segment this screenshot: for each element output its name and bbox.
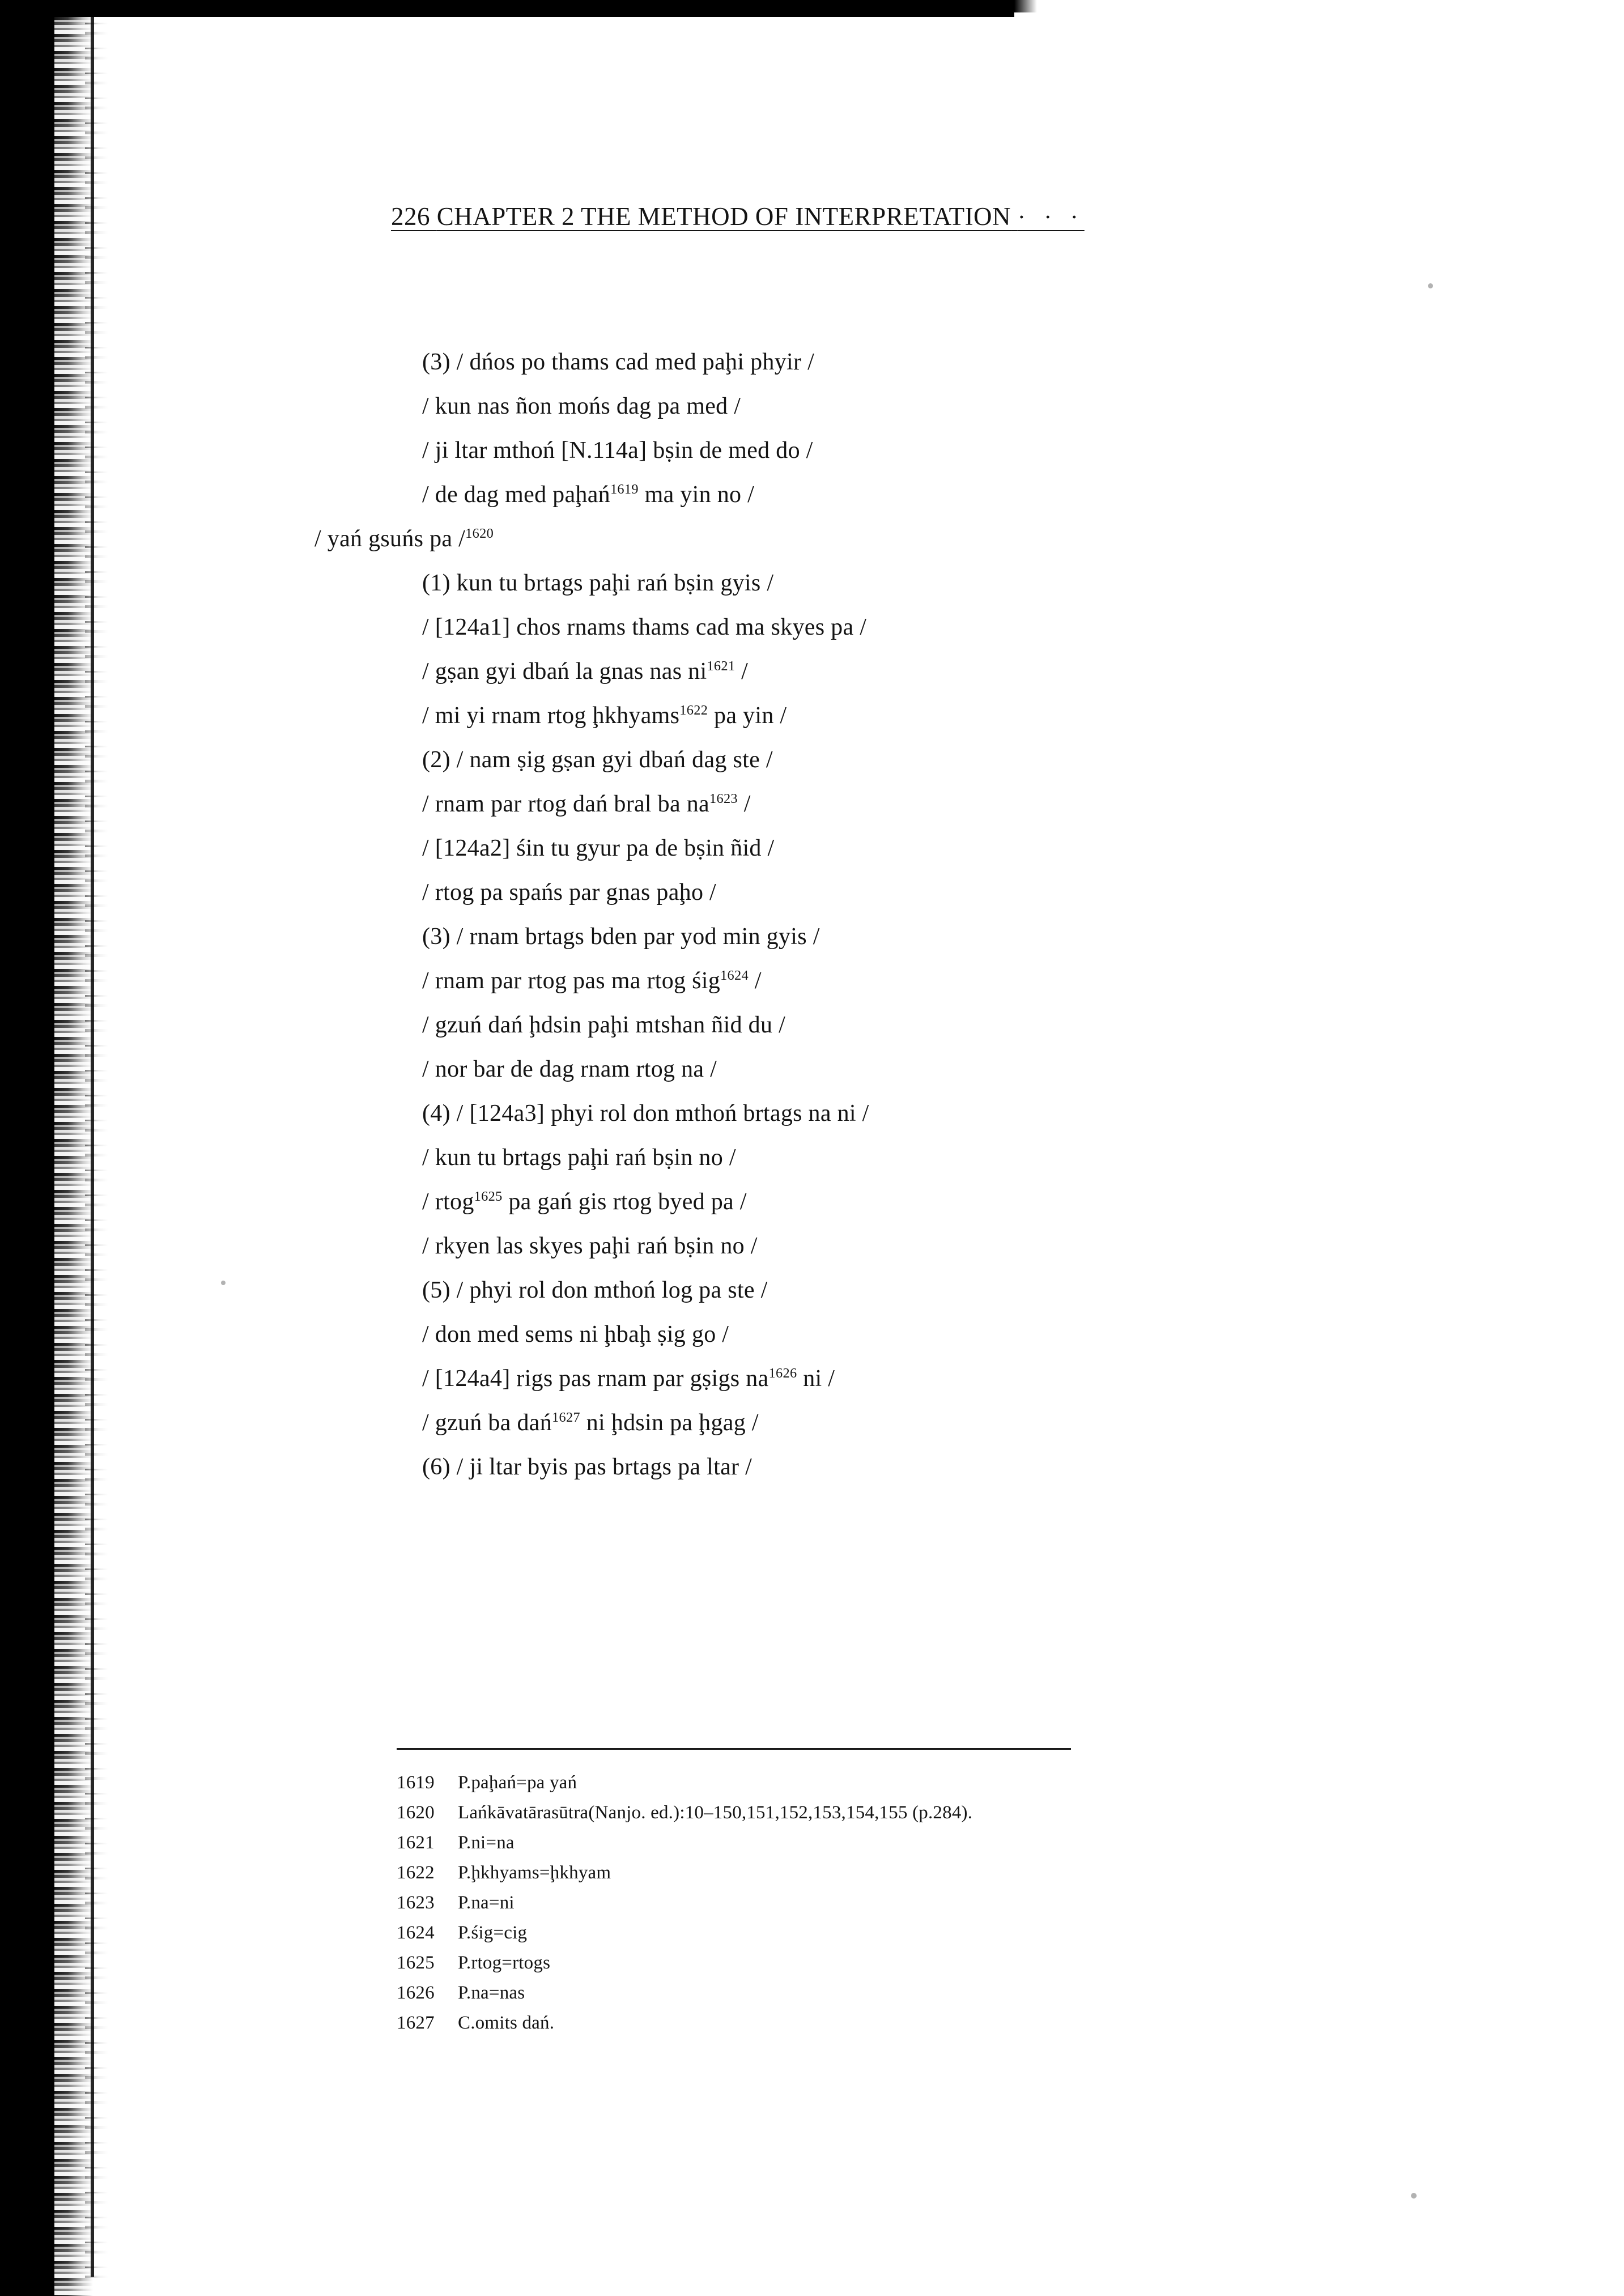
footnote-item — [397, 1888, 1473, 1918]
footnote-text: P.rtog=rtogs — [458, 1953, 551, 1973]
verse-line — [422, 959, 1499, 1003]
footnote-number: 1625 — [397, 1953, 435, 1973]
verse-line — [422, 1047, 1499, 1091]
verse-line-text: (3) / dńos po thams cad med paḩi phyir / — [422, 349, 815, 375]
verse-line-text-tail: ni ḩdsin pa ḩgag / — [580, 1410, 759, 1436]
footnote-separator-rule — [397, 1748, 1071, 1750]
verse-line-text: / rnam par rtog dań bral ba na — [422, 791, 709, 817]
verse-line-text: / [124a1] chos rnams thams cad ma skyes pa / — [422, 614, 867, 640]
verse-line — [422, 473, 1499, 517]
footnote-number: 1623 — [397, 1893, 435, 1913]
verse-line — [422, 1357, 1499, 1401]
footnote-number: 1619 — [397, 1772, 435, 1793]
verse-line-text: / kun tu brtags paḩi rań bṣin no / — [422, 1145, 736, 1171]
verse-line-text: / gzuń ba dań — [422, 1410, 552, 1436]
page-number: 226 — [391, 202, 430, 231]
footnote-text: C.omits dań. — [458, 2013, 555, 2033]
footnote-reference: 1623 — [709, 791, 738, 806]
footnote-text: P.na=ni — [458, 1893, 515, 1913]
verse-line — [422, 1091, 1499, 1136]
verse-line-text: (6) / ji ltar byis pas brtags pa ltar / — [422, 1454, 753, 1480]
verse-line-text: / yań gsuńs pa / — [314, 526, 466, 552]
footnote-text: P.ḩkhyams=ḩkhyam — [458, 1863, 611, 1883]
footnote-item — [397, 1858, 1473, 1888]
scan-speck — [1411, 2193, 1417, 2199]
footnote-text: P.śig=cig — [458, 1923, 528, 1943]
footnote-text: P.na=nas — [458, 1983, 525, 2003]
footnote-text: P.paḩań=pa yań — [458, 1772, 577, 1793]
footnote-number: 1626 — [397, 1983, 435, 2003]
verse-line — [422, 826, 1499, 870]
verse-line-text: / kun nas ñon mońs dag pa med / — [422, 393, 741, 419]
verse-line — [422, 1003, 1499, 1047]
footnote-item — [397, 1918, 1473, 1948]
verse-line-text: (1) kun tu brtags paḩi rań bṣin gyis / — [422, 570, 774, 596]
verse-line-text: (4) / [124a3] phyi rol don mthoń brtags na ni / — [422, 1100, 869, 1126]
scan-speck — [221, 1281, 226, 1285]
running-head — [391, 202, 1085, 231]
footnote-reference: 1624 — [720, 968, 749, 983]
verse-line — [422, 1268, 1499, 1312]
verse-line — [422, 428, 1499, 473]
verse-line-text: / de dag med paḩań — [422, 482, 610, 508]
verse-line-text: / gṣan gyi dbań la gnas nas ni — [422, 658, 707, 684]
footnote-text: Lańkāvatārasūtra(Nanjo. ed.):10–150,151,152,153,154,155 (p.284). — [458, 1802, 973, 1823]
verse-line-text: / rtog pa spańs par gnas paḩo / — [422, 879, 717, 905]
verse-line-text-tail: ma yin no / — [638, 482, 755, 508]
footnote-reference: 1625 — [474, 1189, 503, 1204]
verse-line-text-tail: ni / — [797, 1366, 835, 1392]
verse-line-text: (5) / phyi rol don mthoń log pa ste / — [422, 1277, 768, 1303]
footnote-reference: 1621 — [707, 658, 736, 674]
footnote-reference: 1619 — [610, 482, 639, 497]
footnote-number: 1621 — [397, 1832, 435, 1853]
verse-line — [422, 870, 1499, 915]
verse-line-text-tail: pa yin / — [708, 703, 787, 729]
verse-line — [422, 1312, 1499, 1357]
footnote-number: 1622 — [397, 1863, 435, 1883]
verse-line — [422, 1445, 1499, 1489]
verse-line — [422, 915, 1499, 959]
verse-line — [314, 517, 1499, 561]
footnote-number: 1624 — [397, 1923, 435, 1943]
scan-speck — [1428, 283, 1433, 288]
verse-line-text-tail: pa gań gis rtog byed pa / — [502, 1189, 747, 1215]
verse-line — [422, 1180, 1499, 1224]
footnote-reference: 1620 — [465, 526, 494, 541]
verse-line — [422, 1224, 1499, 1268]
verse-line-text-tail: / — [748, 968, 762, 994]
verse-line — [422, 605, 1499, 649]
footnote-reference: 1626 — [768, 1366, 797, 1381]
verse-line-text: / [124a2] śin tu gyur pa de bṣin ñid / — [422, 835, 775, 861]
footnote-item — [397, 1948, 1473, 1978]
verse-line — [422, 782, 1499, 826]
footnote-block — [397, 1768, 1473, 2038]
verse-line-text: / rnam par rtog pas ma rtog śig — [422, 968, 721, 994]
footnote-item — [397, 1768, 1473, 1798]
verse-line — [422, 561, 1499, 605]
header-title: CHAPTER 2 THE METHOD OF INTERPRETATION — [436, 202, 1011, 231]
verse-line-text: (3) / rnam brtags bden par yod min gyis / — [422, 924, 820, 950]
verse-line-text: / don med sems ni ḩbaḩ ṣig go / — [422, 1321, 729, 1347]
footnote-text: P.ni=na — [458, 1832, 515, 1853]
footnote-reference: 1627 — [552, 1410, 580, 1425]
footnote-item — [397, 2008, 1473, 2038]
footnote-item — [397, 1798, 1473, 1828]
verse-line — [422, 1401, 1499, 1445]
verse-line-text: / rkyen las skyes paḩi rań bṣin no / — [422, 1233, 758, 1259]
verse-line — [422, 649, 1499, 694]
verse-line — [422, 384, 1499, 428]
verse-line-text: (2) / nam ṣig gṣan gyi dbań dag ste / — [422, 747, 773, 773]
verse-line-text: / [124a4] rigs pas rnam par gṣigs na — [422, 1366, 769, 1392]
verse-line — [422, 738, 1499, 782]
header-ellipsis: · · · — [1017, 205, 1085, 231]
footnote-reference: 1622 — [679, 703, 708, 718]
verse-line-text: / mi yi rnam rtog ḩkhyams — [422, 703, 680, 729]
verse-line-text: / gzuń dań ḩdsin paḩi mtshan ñid du / — [422, 1012, 786, 1038]
verse-line — [422, 340, 1499, 384]
verse-line-text-tail: / — [735, 658, 749, 684]
footnote-item — [397, 1828, 1473, 1858]
verse-line-text-tail: / — [737, 791, 751, 817]
verse-line-text: / rtog — [422, 1189, 474, 1215]
verse-line — [422, 1136, 1499, 1180]
footnote-number: 1627 — [397, 2013, 435, 2033]
verse-line — [422, 694, 1499, 738]
verse-block — [314, 340, 1499, 1489]
verse-line-text: / nor bar de dag rnam rtog na / — [422, 1056, 717, 1082]
verse-line-text: / ji ltar mthoń [N.114a] bṣin de med do / — [422, 437, 813, 464]
footnote-number: 1620 — [397, 1802, 435, 1823]
footnote-item — [397, 1978, 1473, 2008]
